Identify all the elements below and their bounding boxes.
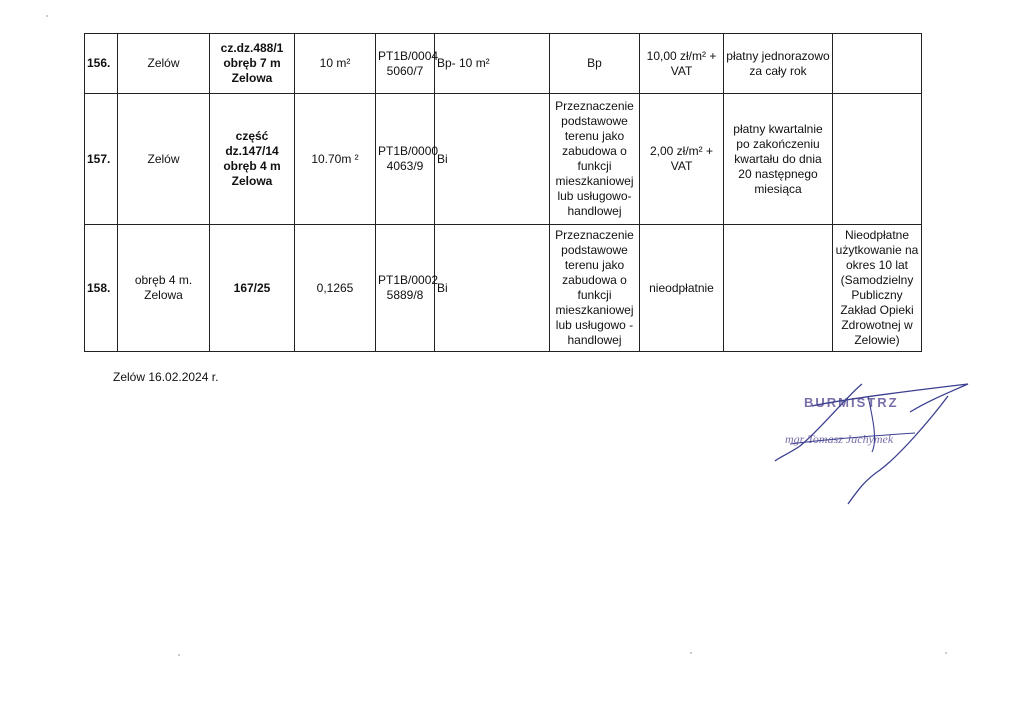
land-use-cell: Bi <box>435 94 550 225</box>
payment-cell: płatny kwartalnie po zakończeniu kwartału do dnia 20 następnego miesiąca <box>724 94 833 225</box>
fee-cell: 10,00 zł/m² + VAT <box>640 34 724 94</box>
scan-speck <box>690 652 692 654</box>
remarks-cell: Nieodpłatne użytkowanie na okres 10 lat (Samodzielny Publiczny Zakład Opieki Zdrowotnej w Zelowie) <box>833 225 922 352</box>
town-cell: Zelów <box>118 34 210 94</box>
land-lease-table <box>84 33 922 352</box>
land-register-cell: PT1B/0002 5889/8 <box>376 225 435 352</box>
area-cell: 10 m² <box>295 34 376 94</box>
land-use-cell: Bi <box>435 225 550 352</box>
payment-cell <box>724 225 833 352</box>
stamp-name: mgr Tomasz Jachymek <box>785 432 894 446</box>
row-number: 158. <box>85 225 118 352</box>
plot-cell: 167/25 <box>210 225 295 352</box>
land-use-cell: Bp- 10 m² <box>435 34 550 94</box>
row-number: 157. <box>85 94 118 225</box>
scan-speck <box>945 652 947 654</box>
area-cell: 0,1265 <box>295 225 376 352</box>
stamp-title: BURMISTRZ <box>804 395 899 410</box>
town-cell: Zelów <box>118 94 210 225</box>
fee-cell: nieodpłatnie <box>640 225 724 352</box>
area-cell: 10.70m ² <box>295 94 376 225</box>
payment-cell: płatny jednorazowo za cały rok <box>724 34 833 94</box>
scan-speck <box>46 15 48 17</box>
plot-cell: część dz.147/14 obręb 4 m Zelowa <box>210 94 295 225</box>
scan-speck <box>178 654 180 656</box>
land-register-cell: PT1B/0000 4063/9 <box>376 94 435 225</box>
row-number: 156. <box>85 34 118 94</box>
land-register-cell: PT1B/0004 5060/7 <box>376 34 435 94</box>
fee-cell: 2,00 zł/m² + VAT <box>640 94 724 225</box>
purpose-cell: Bp <box>550 34 640 94</box>
remarks-cell <box>833 94 922 225</box>
place-date-line: Zelów 16.02.2024 r. <box>113 370 219 384</box>
table-row <box>85 94 922 225</box>
purpose-cell: Przeznaczenie podstawowe terenu jako zabudowa o funkcji mieszkaniowej lub usługowo- handlowej <box>550 94 640 225</box>
table-row <box>85 225 922 352</box>
town-cell: obręb 4 m. Zelowa <box>118 225 210 352</box>
purpose-cell: Przeznaczenie podstawowe terenu jako zabudowa o funkcji mieszkaniowej lub usługowo - handlowej <box>550 225 640 352</box>
plot-cell: cz.dz.488/1 obręb 7 m Zelowa <box>210 34 295 94</box>
remarks-cell <box>833 34 922 94</box>
table-row <box>85 34 922 94</box>
